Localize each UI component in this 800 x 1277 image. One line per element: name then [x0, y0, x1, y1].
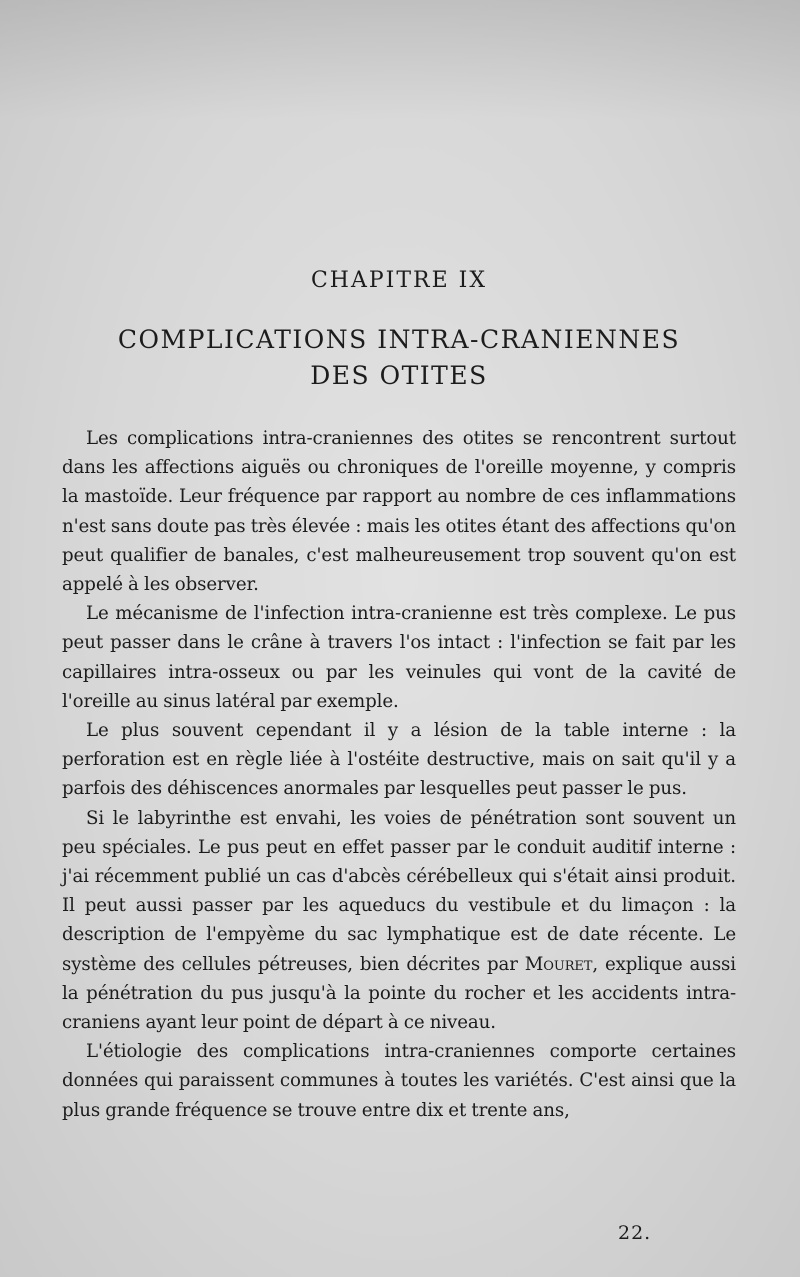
- chapter-title: [62, 322, 736, 394]
- page-number: 22.: [618, 1222, 652, 1244]
- chapter-body: [62, 424, 736, 1125]
- paragraph-4-end: , explique aussi la pénétration du pus jusqu'à la pointe du rocher et les accidents intra-craniens ayant leur point de départ à ce niveau.: [62, 953, 737, 1034]
- chapter-title-line-2: DES OTITES: [310, 361, 488, 390]
- chapter-number: CHAPITRE IX: [310, 268, 488, 293]
- paragraph-4-start: Si le labyrinthe est envahi, les voies de pénétration sont souvent un peu spéciales. Le pus peut en effet passer par le conduit auditif interne : j'ai récemment publié un cas d'abcès cérébelleux qui s'était ainsi produit. Il peut aussi passer par les aqueducs du vestibule et du limaçon : la description de l'empyème du sac lymphatique est de date récente. Le système des cellules pétreuses, bien décrites par: [62, 807, 736, 975]
- paragraph-3: Le plus souvent cependant il y a lésion de la table interne : la perforation est en règle liée à l'ostéite destructive, mais on sait qu'il y a parfois des déhiscences anormales par lesquelles peut passer le pus.: [62, 720, 736, 800]
- paragraph-5: L'étiologie des complications intra-craniennes comporte certaines données qui paraissent communes à toutes les variétés. C'est ainsi que la plus grande fréquence se trouve entre dix et trente ans,: [62, 1041, 736, 1121]
- paragraph-2: Le mécanisme de l'infection intra-cranienne est très complexe. Le pus peut passer dans le crâne à travers l'os intact : l'infection se fait par les capillaires intra-osseux ou par les veinules qui vont de la cavité de l'oreille au sinus latéral par exemple.: [62, 603, 736, 712]
- author-name: Mouret: [524, 953, 593, 975]
- chapter-title-line-1: COMPLICATIONS INTRA-CRANIENNES: [117, 325, 681, 354]
- paragraph-4: [62, 804, 736, 1038]
- paragraph-1: Les complications intra-craniennes des otites se rencontrent surtout dans les affections aiguës ou chroniques de l'oreille moyenne, y compris la mastoïde. Leur fréquence par rapport au nombre de ces inflammations n'est sans doute pas très élevée : mais les otites étant des affections qu'on peut qualifier de banales, c'est malheureusement trop souvent qu'on est appelé à les observer.: [62, 428, 736, 596]
